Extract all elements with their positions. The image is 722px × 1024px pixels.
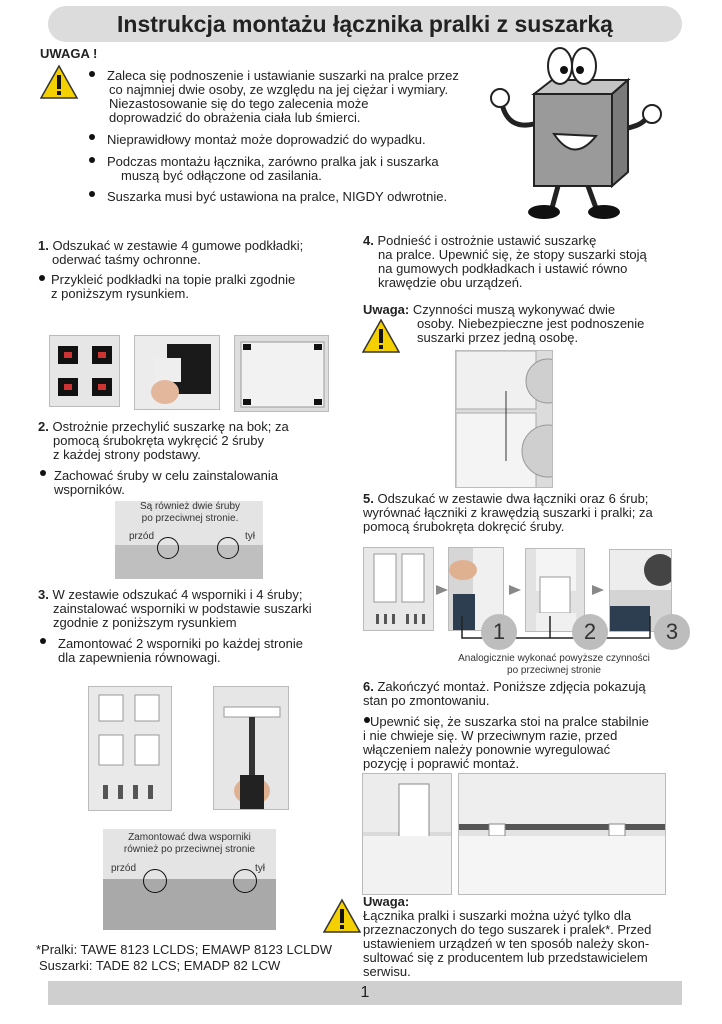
text-line: wsporników. [54, 482, 125, 497]
text-line: Niezastosowanie się do tego zalecenia może [109, 96, 369, 111]
text-line: zainstalować wsporniki w podstawie suszarki [53, 601, 312, 616]
bracket-highlight-circle [143, 869, 167, 893]
text-line: Suszarki: TADE 82 LCS; EMADP 82 LCW [39, 958, 281, 973]
washer-top-photo [234, 335, 329, 412]
text-line: Podnieść i ostrożnie ustawić suszarkę [377, 233, 597, 248]
step-5-text [363, 492, 653, 534]
arrow-right-icon [436, 583, 448, 601]
text-line: z poniższym rysunkiem. [51, 286, 189, 301]
step-6-bullet [363, 714, 649, 771]
text-line: muszą być odłączone od zasilania. [121, 168, 322, 183]
text-line: Upewnić się, że suszarka stoi na pralce stabilnie [370, 714, 649, 729]
text-line: również po przeciwnej stronie [123, 844, 256, 855]
text-line: serwisu. [363, 964, 411, 979]
text-line: Są również dwie śruby [139, 501, 241, 512]
text-line: co najmniej dwie osoby, ze względu na jej ciężar i wymiary. [109, 82, 449, 97]
text-line: Czynności muszą wykonywać dwie [412, 302, 616, 317]
step-number: 4. [363, 233, 374, 248]
text-line: krawędzie obu urządzeń. [378, 275, 523, 290]
text-line: osoby. Niebezpieczne jest podnoszenie [417, 316, 645, 331]
dryer-base-strip [115, 545, 263, 579]
step-number: 6. [363, 679, 374, 694]
step-3-text [38, 588, 312, 630]
text-line: pozycję i poprawić montaż. [363, 756, 520, 771]
bullet-dot [40, 470, 46, 476]
brackets-and-screws-photo [88, 686, 172, 811]
text-line: z każdej strony podstawy. [53, 447, 201, 462]
text-line: Podczas montażu łącznika, zarówno pralka jak i suszarka [107, 154, 439, 169]
text-line: sultować się z producentem lub przedstawicielem [363, 950, 648, 965]
text-line: Łącznika pralki i suszarki można użyć tylko dla [363, 908, 632, 923]
text-line: stan po zmontowaniu. [363, 693, 490, 708]
step-indicator-3: 3 [654, 614, 690, 650]
text-line: Przykleić podkładki na topie pralki zgodnie [51, 272, 296, 287]
text-line: po przeciwnej stronie. [141, 513, 239, 524]
text-line: wyrównać łączniki z krawędzią suszarki i pralki; za [363, 505, 653, 520]
note-label: Uwaga: [363, 894, 410, 909]
page-title: Instrukcja montażu łącznika pralki z suszarką [117, 10, 613, 37]
text-line: Ostrożnie przechylić suszarkę na bok; za [52, 419, 289, 434]
final-note [363, 895, 651, 979]
bullet-dot [40, 638, 46, 644]
warning-bullet-3 [107, 155, 439, 183]
bracket-connector-lines [440, 616, 680, 656]
note-label: Uwaga: [363, 302, 410, 317]
connectors-and-screws-photo [363, 547, 434, 631]
text-line: Zamontować 2 wsporniki po każdej stronie [58, 636, 303, 651]
warning-bullet-1 [107, 69, 459, 125]
text-line: Zamontować dwa wsporniki [128, 832, 251, 843]
bullet-dot [89, 134, 95, 140]
step-5-caption [446, 653, 662, 677]
warning-bullet-2: Nieprawidłowy montaż może doprowadzić do wypadku. [107, 132, 426, 147]
step-indicator-1: 1 [481, 614, 517, 650]
arrow-right-icon [592, 583, 604, 601]
dryer-base-photo [115, 501, 263, 579]
step-number: 1. [38, 238, 49, 253]
warning-triangle-icon [323, 898, 361, 934]
bracket-highlight-circle [233, 869, 257, 893]
dryer-base-brackets-photo [103, 829, 276, 930]
warning-triangle-icon [40, 64, 78, 100]
step-1-text [38, 239, 303, 267]
text-line: dla zapewnienia równowagi. [58, 650, 221, 665]
pad-peeling-photo [134, 335, 220, 410]
assembled-side-photo [362, 773, 452, 895]
text-line: po przeciwnej stronie [507, 665, 601, 676]
step-number: 5. [363, 491, 374, 506]
text-line: pomocą śrubokręta wykręcić 2 śruby [53, 433, 264, 448]
text-line: przeznaczonych do tego suszarek i pralek*. Przed [363, 922, 652, 937]
step-2-text [38, 420, 289, 462]
step-2-bullet [54, 469, 278, 497]
text-line: doprowadzić do obrażenia ciała lub śmierci. [109, 110, 361, 125]
text-line: na gumowych podkładkach i ustawić równo [378, 261, 628, 276]
step-1-bullet [51, 273, 295, 301]
footer-bar [48, 981, 682, 1005]
warning-triangle-icon [362, 318, 400, 354]
text-line: włączeniem należy ponownie wyregulować [363, 742, 611, 757]
front-label: przód [129, 531, 155, 542]
screw-highlight-circle [217, 537, 239, 559]
text-line: Zakończyć montaż. Poniższe zdjęcia pokazują [377, 679, 646, 694]
text-line: Zaleca się podnoszenie i ustawianie suszarki na pralce przez [107, 68, 459, 83]
rubber-pads-photo [49, 335, 120, 407]
photo-caption [103, 832, 276, 856]
text-line: W zestawie odszukać 4 wsporniki i 4 śruby; [52, 587, 303, 602]
text-line: *Pralki: TAWE 8123 LCLDS; EMAWP 8123 LCLDW [36, 942, 332, 957]
models-list [36, 942, 332, 974]
step-3-bullet [58, 637, 303, 665]
bullet-dot [39, 275, 45, 281]
text-line: pomocą śrubokręta dokręcić śruby. [363, 519, 565, 534]
title-bar [48, 6, 682, 42]
text-line: zgodnie z poniższym rysunkiem [53, 615, 237, 630]
text-line: Analogicznie wykonać powyższe czynności [458, 653, 650, 664]
step-number: 3. [38, 587, 49, 602]
back-label: tył [255, 863, 265, 874]
text-line: i nie chwieje się. W przeciwnym razie, przed [363, 728, 618, 743]
mascot-illustration [488, 44, 668, 227]
warning-bullet-4: Suszarka musi być ustawiona na pralce, NIGDY odwrotnie. [107, 189, 448, 204]
screw-highlight-circle [157, 537, 179, 559]
text-line: Odszukać w zestawie dwa łączniki oraz 6 śrub; [377, 491, 649, 506]
screwdriver-photo [213, 686, 289, 810]
stacked-appliances-photo [455, 350, 553, 488]
text-line: oderwać taśmy ochronne. [52, 252, 201, 267]
step-indicator-2: 2 [572, 614, 608, 650]
warning-heading: UWAGA ! [40, 46, 98, 61]
step-4-text [363, 234, 647, 290]
bullet-dot [89, 71, 95, 77]
text-line: Odszukać w zestawie 4 gumowe podkładki; [52, 238, 304, 253]
text-line: Zachować śruby w celu zainstalowania [54, 468, 278, 483]
assembled-front-photo [458, 773, 666, 895]
page-number: 1 [360, 984, 370, 1001]
back-label: tył [245, 531, 255, 542]
text-line: suszarki przez jedną osobę. [417, 330, 579, 345]
text-line: na pralce. Upewnić się, że stopy suszarki stoją [378, 247, 647, 262]
step-6-text [363, 680, 646, 708]
step-number: 2. [38, 419, 49, 434]
front-label: przód [111, 863, 137, 874]
bullet-dot [89, 157, 95, 163]
bullet-dot [89, 191, 95, 197]
step-4-note [363, 303, 644, 345]
text-line: ustawieniem urządzeń w ten sposób należy skon- [363, 936, 650, 951]
photo-caption [137, 501, 243, 525]
arrow-right-icon [509, 583, 521, 601]
